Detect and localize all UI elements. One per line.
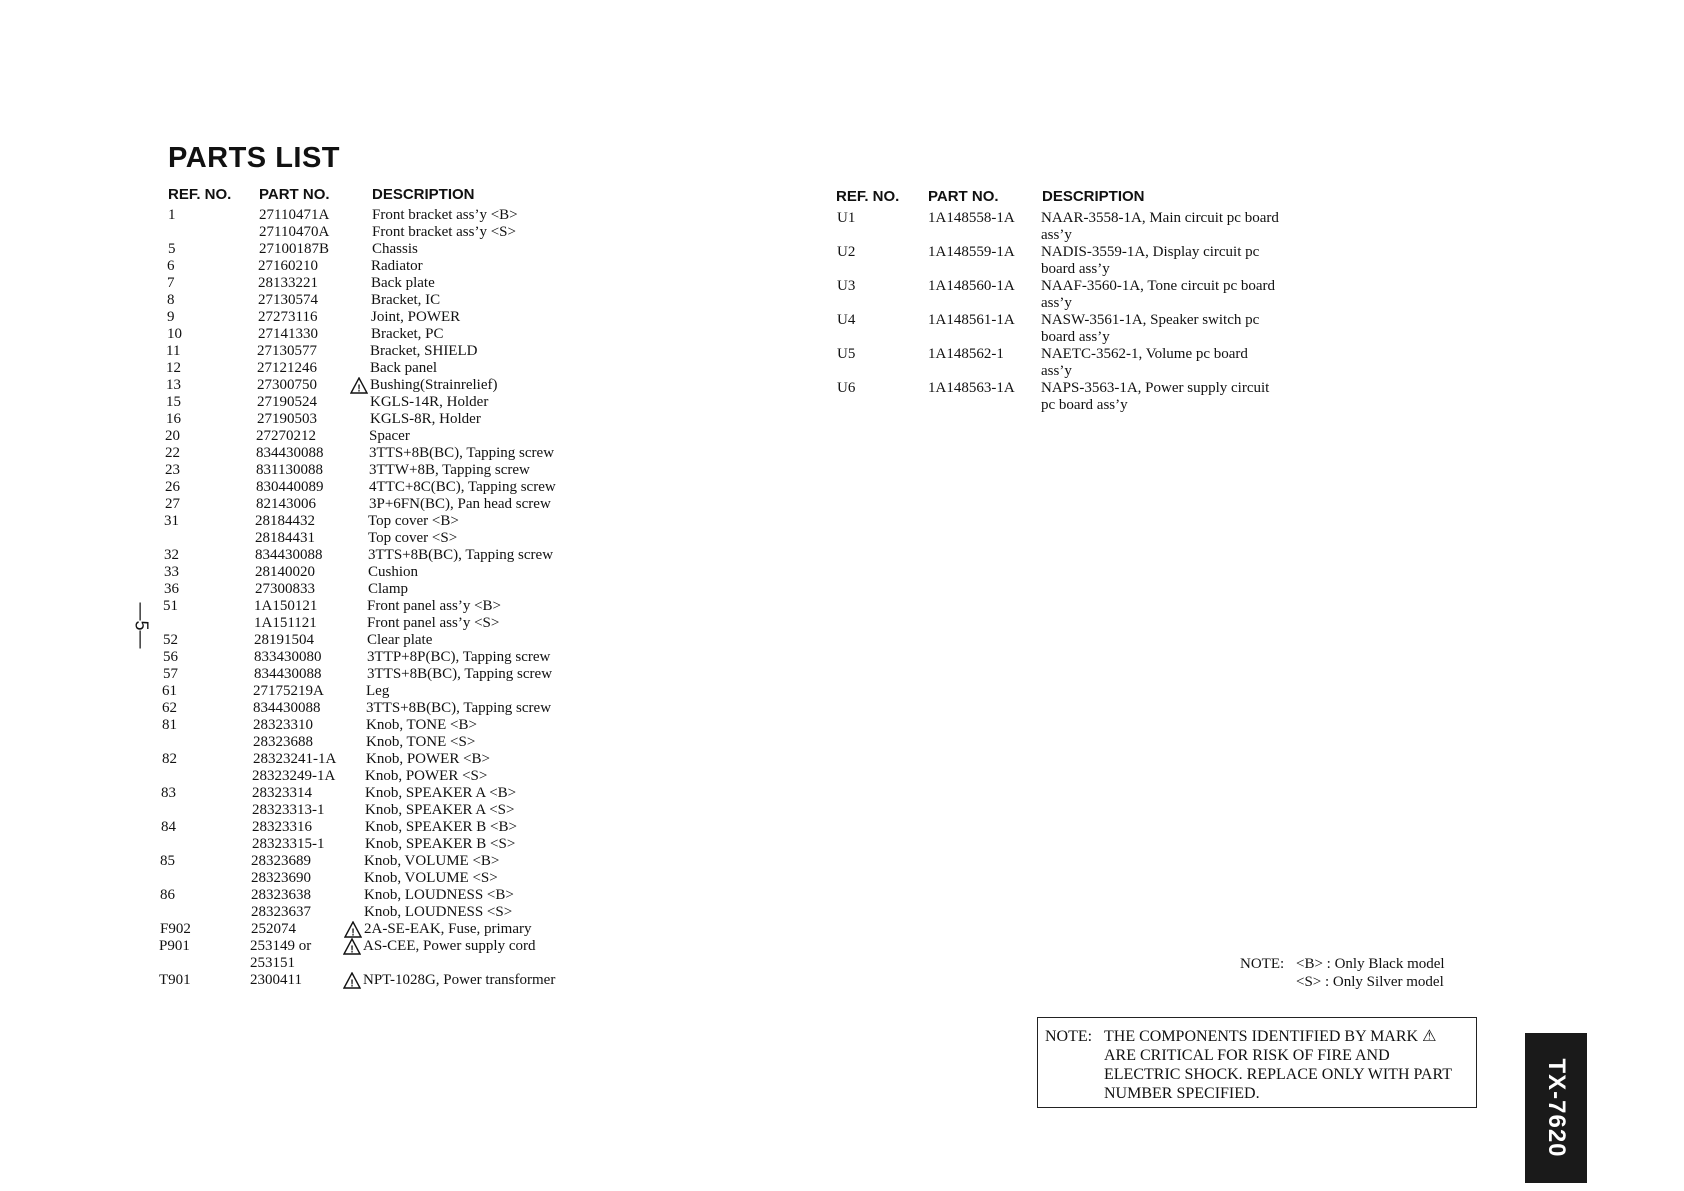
part-no: 27273116 [258, 309, 318, 325]
ref-no: 20 [165, 428, 180, 444]
ref-no: 81 [162, 717, 177, 733]
ref-no: 23 [165, 462, 180, 478]
description: Bracket, SHIELD [370, 343, 478, 359]
description: Knob, POWER <B> [366, 751, 491, 767]
safety-note-label: NOTE: [1045, 1028, 1093, 1045]
description: Knob, LOUDNESS <B> [364, 887, 514, 903]
ref-no: 52 [163, 632, 178, 648]
part-no: 27121246 [257, 360, 317, 376]
description: 3TTS+8B(BC), Tapping screw [367, 666, 553, 682]
description: Joint, POWER [371, 309, 461, 325]
description: NAETC-3562-1, Volume pc board ass’y [1041, 346, 1248, 379]
description: Knob, SPEAKER A <B> [365, 785, 517, 801]
description: Front bracket ass’y <S> [372, 224, 516, 240]
description: Knob, VOLUME <B> [364, 853, 500, 869]
description: Top cover <B> [368, 513, 459, 529]
ref-no: 10 [167, 326, 182, 342]
svg-text:!: ! [350, 978, 354, 989]
ref-no: 5 [168, 241, 176, 257]
description: Back panel [370, 360, 438, 376]
ref-no: U5 [837, 346, 856, 362]
description: NPT-1028G, Power transformer [363, 972, 556, 988]
ref-no: 16 [166, 411, 181, 427]
description: AS-CEE, Power supply cord [363, 938, 536, 954]
model-note-silver: <S> : Only Silver model [1296, 974, 1444, 990]
part-no: 27130577 [257, 343, 317, 359]
warning-triangle-icon [343, 972, 361, 989]
description: Knob, POWER <S> [365, 768, 488, 784]
part-no: 1A148563-1A [928, 380, 1015, 396]
description: 3P+6FN(BC), Pan head screw [369, 496, 551, 512]
part-no: 834430088 [253, 700, 321, 716]
ref-no: 26 [165, 479, 180, 495]
description: NAAF-3560-1A, Tone circuit pc board ass’y [1041, 278, 1276, 311]
description: 3TTP+8P(BC), Tapping screw [367, 649, 551, 665]
description: Bracket, PC [371, 326, 444, 342]
part-no: 833430080 [254, 649, 322, 665]
part-no: 28323638 [251, 887, 311, 903]
part-no: 28323310 [253, 717, 313, 733]
part-no: 834430088 [256, 445, 324, 461]
model-note-label: NOTE: [1240, 956, 1285, 972]
part-no: 27300833 [255, 581, 315, 597]
part-no: 28133221 [258, 275, 318, 291]
part-no: 1A148562-1 [928, 346, 1004, 362]
ref-no: 32 [164, 547, 179, 563]
ref-no: F902 [160, 921, 191, 937]
warning-triangle-icon [343, 938, 361, 955]
ref-no: 82 [162, 751, 177, 767]
ref-no: 57 [163, 666, 178, 682]
description: Clear plate [367, 632, 433, 648]
part-no: 28184432 [255, 513, 315, 529]
ref-no: U2 [837, 244, 856, 260]
description: 2A-SE-EAK, Fuse, primary [364, 921, 532, 937]
ref-no: 12 [166, 360, 181, 376]
description: Knob, SPEAKER B <B> [365, 819, 517, 835]
header-description-right: DESCRIPTION [1042, 188, 1145, 205]
description: Front bracket ass’y <B> [372, 207, 518, 223]
part-no: 1A148560-1A [928, 278, 1015, 294]
ref-no: 86 [160, 887, 175, 903]
description: Knob, TONE <S> [366, 734, 476, 750]
ref-no: 62 [162, 700, 177, 716]
part-no: 1A148558-1A [928, 210, 1015, 226]
part-no: 834430088 [254, 666, 322, 682]
header-description: DESCRIPTION [372, 186, 475, 203]
model-note-black: <B> : Only Black model [1296, 956, 1445, 972]
header-ref-no: REF. NO. [168, 186, 232, 203]
description: 3TTW+8B, Tapping screw [369, 462, 530, 478]
description: Radiator [371, 258, 423, 274]
part-no: 252074 [251, 921, 296, 937]
ref-no: 85 [160, 853, 175, 869]
part-no: 28323690 [251, 870, 311, 886]
part-no: 2300411 [250, 972, 302, 988]
part-no: 27110471A [259, 207, 330, 223]
description: Knob, SPEAKER B <S> [365, 836, 516, 852]
description: KGLS-14R, Holder [370, 394, 489, 410]
description: Top cover <S> [368, 530, 458, 546]
part-no: 1A150121 [254, 598, 318, 614]
part-no: 27190503 [257, 411, 317, 427]
part-no: 28323689 [251, 853, 311, 869]
part-no: 1A148561-1A [928, 312, 1015, 328]
description: Front panel ass’y <B> [367, 598, 501, 614]
description: Back plate [371, 275, 435, 291]
header-ref-no-right: REF. NO. [836, 188, 900, 205]
part-no: 28140020 [255, 564, 315, 580]
description: NAAR-3558-1A, Main circuit pc board ass’y [1041, 210, 1279, 243]
part-no: 253151 [250, 955, 295, 971]
description: Clamp [368, 581, 408, 597]
description: 3TTS+8B(BC), Tapping screw [368, 547, 554, 563]
description: Bracket, IC [371, 292, 441, 308]
ref-no: P901 [159, 938, 190, 954]
ref-no: U6 [837, 380, 856, 396]
part-no: 27190524 [257, 394, 317, 410]
header-part-no: PART NO. [259, 186, 330, 203]
ref-no: 15 [166, 394, 181, 410]
header-part-no-right: PART NO. [928, 188, 999, 205]
part-no: 28323314 [252, 785, 312, 801]
part-no: 27175219A [253, 683, 324, 699]
ref-no: 1 [168, 207, 176, 223]
part-no: 28323316 [252, 819, 312, 835]
ref-no: 51 [163, 598, 178, 614]
ref-no: 13 [166, 377, 181, 393]
part-no: 253149 or [250, 938, 312, 954]
part-no: 82143006 [256, 496, 316, 512]
ref-no: 22 [165, 445, 180, 461]
part-no: 28323315-1 [252, 836, 325, 852]
part-no: 1A151121 [254, 615, 317, 631]
part-no: 27130574 [258, 292, 318, 308]
description: KGLS-8R, Holder [370, 411, 481, 427]
ref-no: 6 [167, 258, 175, 274]
svg-text:!: ! [350, 944, 354, 955]
ref-no: 9 [167, 309, 175, 325]
description: Chassis [372, 241, 418, 257]
ref-no: 31 [164, 513, 179, 529]
ref-no: 33 [164, 564, 179, 580]
ref-no: T901 [159, 972, 191, 988]
part-no: 28323637 [251, 904, 311, 920]
part-no: 27100187B [259, 241, 330, 257]
part-no: 28191504 [254, 632, 314, 648]
description: Front panel ass’y <S> [367, 615, 500, 631]
model-tab [1525, 1033, 1587, 1183]
description: 3TTS+8B(BC), Tapping screw [366, 700, 552, 716]
description: Knob, TONE <B> [366, 717, 477, 733]
ref-no: 8 [167, 292, 175, 308]
page-title: PARTS LIST [168, 142, 341, 174]
page-number: —5— [131, 602, 152, 649]
ref-no: U3 [837, 278, 856, 294]
description: Bushing(Strainrelief) [370, 377, 498, 393]
part-no: 27160210 [258, 258, 318, 274]
ref-no: 61 [162, 683, 177, 699]
part-no: 1A148559-1A [928, 244, 1015, 260]
part-no: 27270212 [256, 428, 316, 444]
part-no: 27141330 [258, 326, 318, 342]
ref-no: 83 [161, 785, 176, 801]
ref-no: U4 [837, 312, 856, 328]
description: Cushion [368, 564, 419, 580]
part-no: 831130088 [256, 462, 323, 478]
ref-no: 84 [161, 819, 176, 835]
warning-triangle-icon [344, 921, 362, 938]
description: Knob, LOUDNESS <S> [364, 904, 513, 920]
part-no: 28323313-1 [252, 802, 325, 818]
part-no: 28323688 [253, 734, 313, 750]
safety-note-text: THE COMPONENTS IDENTIFIED BY MARK ⚠ ARE CRITICAL FOR RISK OF FIRE AND ELECTRIC SHOCK. REPLACE ONLY WITH PART NUMBER SPECIFIED. [1104, 1028, 1452, 1102]
part-no: 834430088 [255, 547, 323, 563]
description: Spacer [369, 428, 410, 444]
ref-no: 36 [164, 581, 179, 597]
safety-note-box [1037, 1017, 1477, 1108]
part-no: 28323249-1A [252, 768, 336, 784]
part-no: 27300750 [257, 377, 317, 393]
part-no: 28184431 [255, 530, 315, 546]
description: NAPS-3563-1A, Power supply circuit pc board ass’y [1041, 380, 1270, 413]
description: NASW-3561-1A, Speaker switch pc board ass’y [1041, 312, 1260, 345]
ref-no: 56 [163, 649, 178, 665]
description: Knob, SPEAKER A <S> [365, 802, 515, 818]
part-no: 27110470A [259, 224, 330, 240]
svg-text:!: ! [357, 383, 361, 394]
svg-text:!: ! [351, 927, 355, 938]
ref-no: U1 [837, 210, 856, 226]
warning-triangle-icon [350, 377, 368, 394]
model-note [1240, 955, 1445, 991]
part-no: 28323241-1A [253, 751, 337, 767]
ref-no: 11 [166, 343, 181, 359]
description: Leg [366, 683, 390, 699]
description: 4TTC+8C(BC), Tapping screw [369, 479, 556, 495]
part-no: 830440089 [256, 479, 324, 495]
description: 3TTS+8B(BC), Tapping screw [369, 445, 555, 461]
ref-no: 7 [167, 275, 175, 291]
model-number: TX-7620 [1543, 1058, 1570, 1158]
description: Knob, VOLUME <S> [364, 870, 498, 886]
ref-no: 27 [165, 496, 180, 512]
description: NADIS-3559-1A, Display circuit pc board ass’y [1041, 244, 1260, 277]
